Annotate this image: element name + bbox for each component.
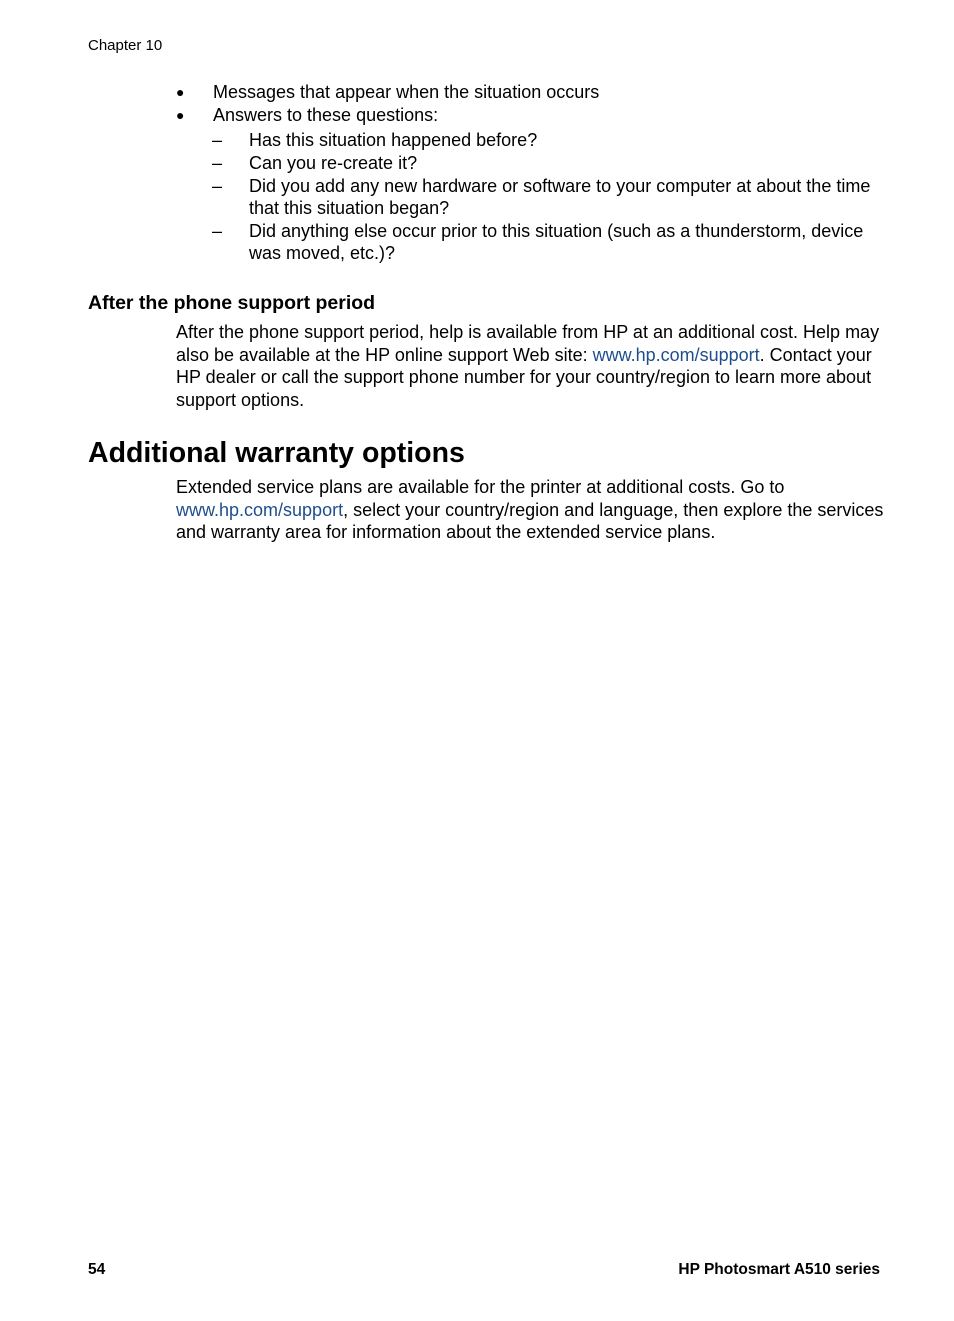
dash-mark: – [212,130,223,150]
dash-mark: – [212,220,223,241]
dash-mark: – [212,153,223,173]
sub-bullet-text: Has this situation happened before? [249,130,538,150]
sub-bullet-item [212,129,886,152]
paragraph-warranty [176,476,886,544]
bullet-mark: ● [176,106,185,123]
bullet-mark: ● [176,84,185,100]
hp-support-link[interactable]: www.hp.com/support [176,499,344,520]
sub-bullet-text: Did you add any new hardware or software to your computer at about the time that this situation began? [249,175,871,218]
bullet-item [176,104,886,127]
footer-product-name: HP Photosmart A510 series [678,1261,880,1278]
page-number: 54 [88,1261,106,1278]
section-heading-phone-support: After the phone support period [88,292,376,314]
sub-bullet-item [212,220,886,265]
paragraph-text: Extended service plans are available for the printer at additional costs. Go to [176,477,785,497]
page-title-warranty-options: Additional warranty options [88,437,465,469]
sub-bullet-text: Did anything else occur prior to this situation (such as a thunderstorm, device was moved, etc.)? [249,220,864,263]
hp-support-link[interactable]: www.hp.com/support [592,344,760,365]
paragraph-phone-support [176,321,886,411]
dash-mark: – [212,175,223,196]
sub-bullet-item [212,152,886,175]
running-head-chapter: Chapter 10 [88,37,163,54]
sub-bullet-text: Can you re-create it? [249,153,418,173]
paragraph-text: After the phone support period, help is available from HP at an additional cost. Help may also be available at the HP online support Web site: [176,322,880,365]
bullet-item [176,81,886,104]
bullet-text: Messages that appear when the situation occurs [213,82,600,102]
sub-bullet-item [212,175,886,220]
paragraph-text: . Contact your HP dealer or call the support phone number for your country/region to learn more about support options. [176,344,872,410]
bullet-text: Answers to these questions: [213,104,439,125]
paragraph-text: , select your country/region and language, then explore the services and warranty area for information about the extended service plans. [176,499,884,542]
